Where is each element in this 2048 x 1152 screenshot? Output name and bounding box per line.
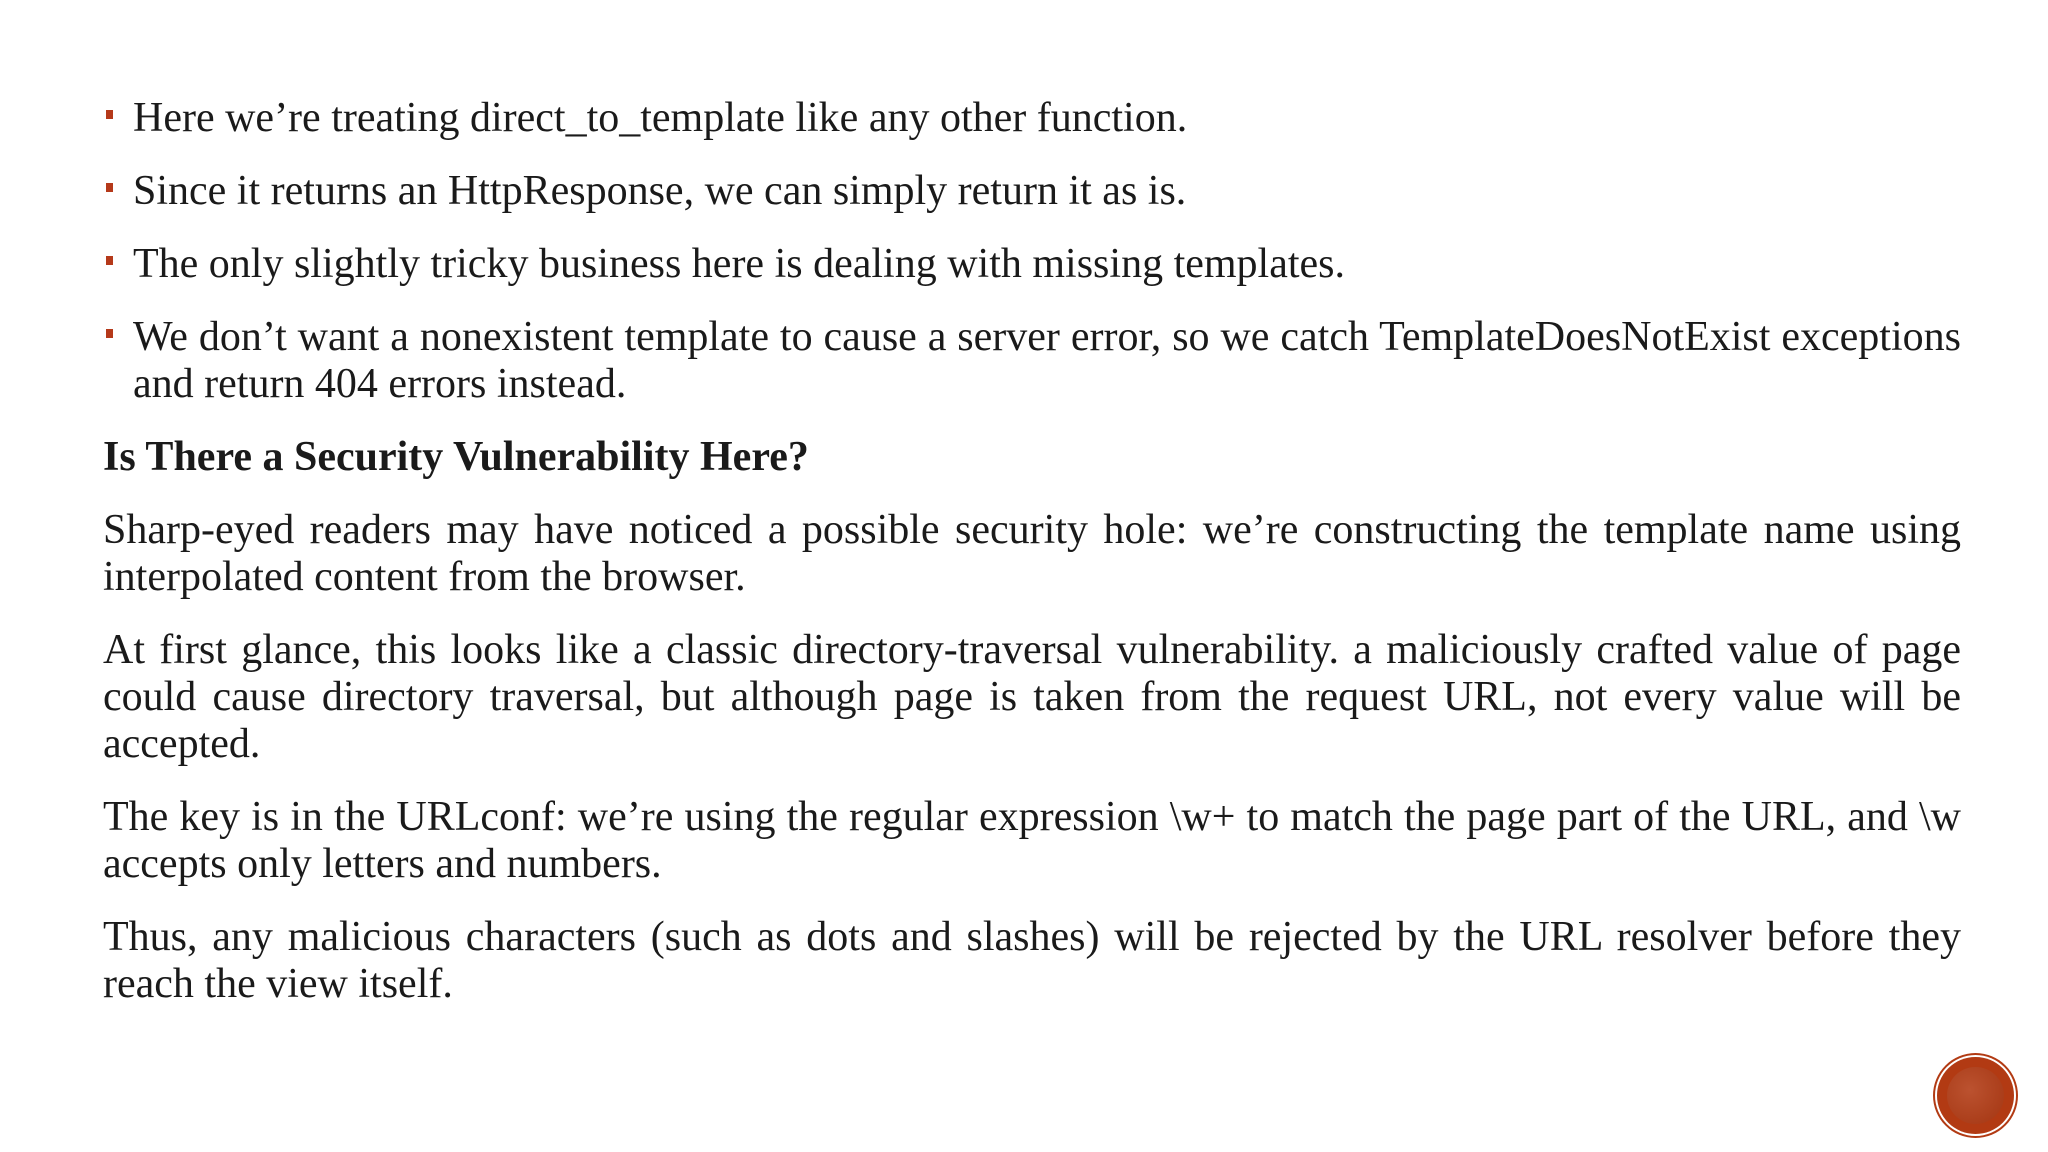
bullet-text: We don’t want a nonexistent template to cause a server error, so we catch TemplateDoesNotExist exceptions and return 404 errors instead. [133,314,1961,407]
bullet-list [103,95,1961,408]
bullet-text: Since it returns an HttpResponse, we can simply return it as is. [133,168,1187,214]
bullet-item [103,95,1961,142]
bullet-text: The only slightly tricky business here is dealing with missing templates. [133,241,1346,287]
slide-content [103,95,1961,1034]
bullet-item [103,314,1961,408]
section-heading: Is There a Security Vulnerability Here? [103,434,809,480]
paragraph: The key is in the URLconf: we’re using the regular expression \w+ to match the page part of the URL, and \w accepts only letters and numbers. [103,794,1961,887]
square-bullet-icon [106,256,113,265]
bullet-item [103,168,1961,215]
square-bullet-icon [106,183,113,192]
paragraph: Sharp-eyed readers may have noticed a possible security hole: we’re constructing the template name using interpolated content from the browser. [103,507,1961,600]
paragraph: Thus, any malicious characters (such as dots and slashes) will be rejected by the URL resolver before they reach the view itself. [103,914,1961,1007]
square-bullet-icon [106,110,113,119]
square-bullet-icon [106,329,113,338]
paragraph: At first glance, this looks like a classic directory-traversal vulnerability. a maliciously crafted value of page could cause directory traversal, but although page is taken from the request URL, not every value will be accepted. [103,627,1961,767]
slide-corner-badge-icon [1937,1057,2014,1134]
bullet-item [103,241,1961,288]
bullet-text: Here we’re treating direct_to_template like any other function. [133,95,1188,141]
